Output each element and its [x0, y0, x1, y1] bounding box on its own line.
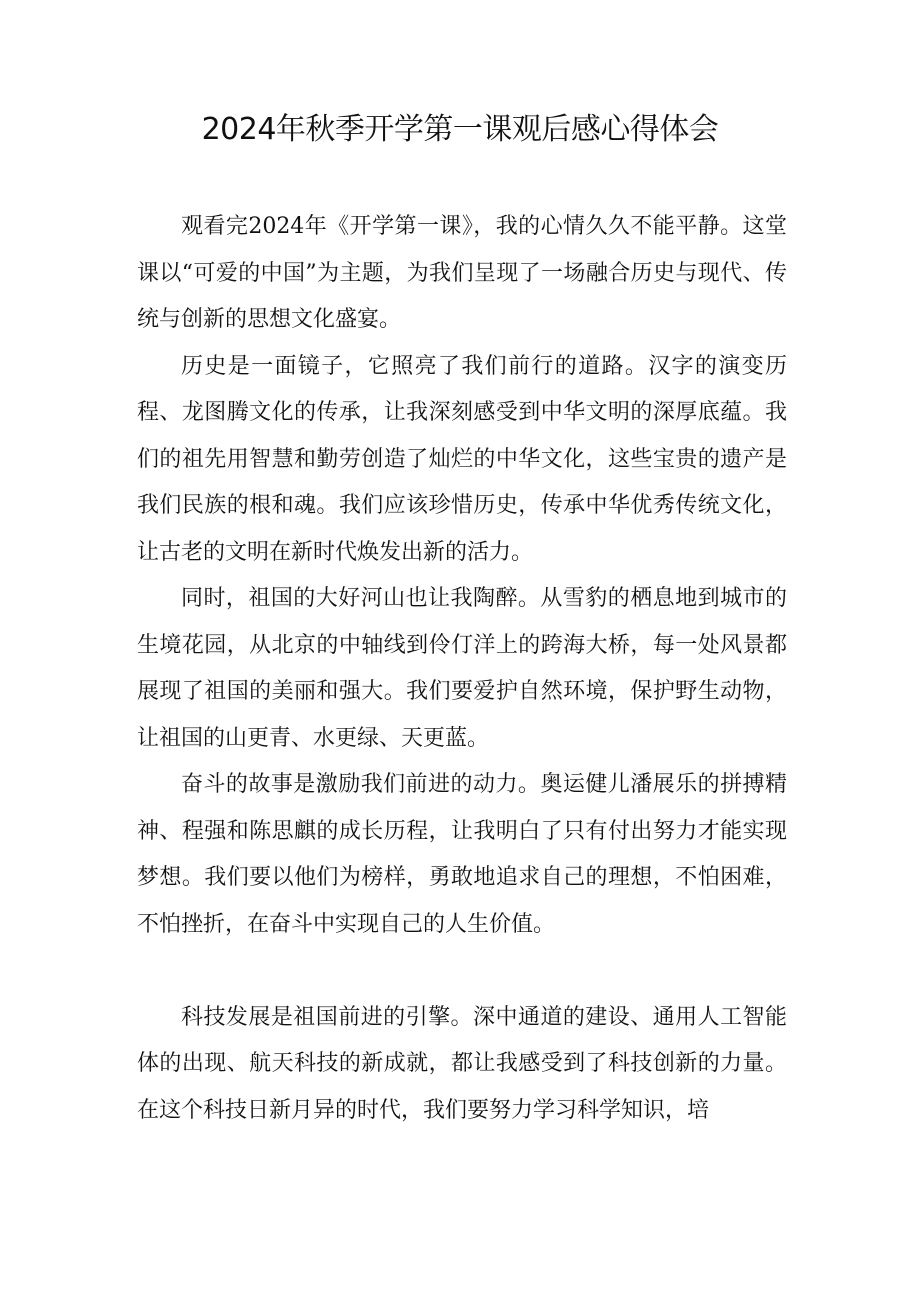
- paragraph-history: 历史是一面镜子，它照亮了我们前行的道路。汉字的演变历程、龙图腾文化的传承，让我深刻感受到中华文明的深厚底蕴。我们的祖先用智慧和勤劳创造了灿烂的中华文化，这些宝贵的遗产是我们民族的根和魂。我们应该珍惜历史，传承中华优秀传统文化，让古老的文明在新时代焕发出新的活力。: [137, 353, 787, 565]
- document-title: 2024年秋季开学第一课观后感心得体会: [201, 112, 719, 147]
- paragraph-intro: 观看完2024年《开学第一课》，我的心情久久不能平静。这堂课以“可爱的中国”为主题，为我们呈现了一场融合历史与现代、传统与创新的思想文化盛宴。: [137, 214, 787, 332]
- paragraph-landscape: 同时，祖国的大好河山也让我陶醉。从雪豹的栖息地到城市的生境花园，从北京的中轴线到伶仃洋上的跨海大桥，每一处风景都展现了祖国的美丽和强大。我们要爱护自然环境，保护野生动物，让祖国的山更青、水更绿、天更蓝。: [137, 586, 787, 751]
- document-body: [137, 204, 787, 1134]
- paragraph-struggle: 奋斗的故事是激励我们前进的动力。奥运健儿潘展乐的拼搏精神、程强和陈思麒的成长历程，让我明白了只有付出努力才能实现梦想。我们要以他们为榜样，勇敢地追求自己的理想，不怕困难，不怕挫折，在奋斗中实现自己的人生价值。: [137, 772, 787, 937]
- paragraph-technology: 科技发展是祖国前进的引擎。深中通道的建设、通用人工智能体的出现、航天科技的新成就，都让我感受到了科技创新的力量。在这个科技日新月异的时代，我们要努力学习科学知识，培: [137, 1004, 787, 1123]
